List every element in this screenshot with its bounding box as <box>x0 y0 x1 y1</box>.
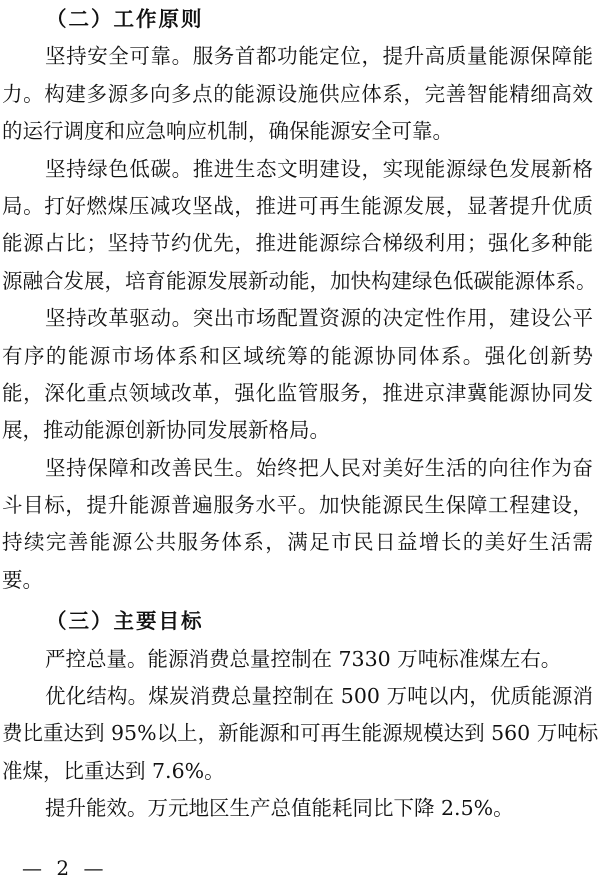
paragraph <box>2 38 593 150</box>
text-line: 的运行调度和应急响应机制，确保能源安全可靠。 <box>2 119 453 144</box>
text-line: 能源占比；坚持节约优先，推进能源综合梯级利用；强化多种能 <box>2 231 593 256</box>
section-heading-principles: （二）工作原则 <box>46 7 204 31</box>
text-line: 持续完善能源公共服务体系，满足市民日益增长的美好生活需 <box>2 530 593 555</box>
paragraph <box>2 641 593 678</box>
page-number: — 2 — <box>22 856 108 880</box>
paragraph <box>2 151 597 301</box>
paragraph <box>2 300 593 450</box>
text-line: 斗目标，提升能源普遍服务水平。加快能源民生保障工程建设， <box>2 493 593 518</box>
text-line: 费比重达到 95%以上，新能源和可再生能源规模达到 560 万吨标 <box>2 721 599 746</box>
text-line: 力。构建多源多向多点的能源设施供应体系，完善智能精细高效 <box>2 81 593 106</box>
text-line: 坚持绿色低碳。推进生态文明建设，实现能源绿色发展新格 <box>45 156 593 181</box>
section-targets <box>2 641 599 828</box>
text-line: 提升能效。万元地区生产总值能耗同比下降 2.5%。 <box>45 796 514 821</box>
text-line: 坚持安全可靠。服务首都功能定位，提升高质量能源保障能 <box>45 44 593 69</box>
paragraph <box>2 790 593 827</box>
paragraph <box>2 450 593 600</box>
paragraph <box>2 678 599 790</box>
text-line: 准煤，比重达到 7.6%。 <box>2 758 225 783</box>
document-page <box>2 1 599 828</box>
text-line: 源融合发展，培育能源发展新动能，加快构建绿色低碳能源体系。 <box>2 268 597 293</box>
section-principles <box>2 38 597 599</box>
text-line: 要。 <box>2 567 43 592</box>
section-heading-targets: （三）主要目标 <box>46 609 204 634</box>
text-line: 能，深化重点领域改革，强化监管服务，推进京津冀能源协同发 <box>2 380 593 405</box>
text-line: 优化结构。煤炭消费总量控制在 500 万吨以内，优质能源消 <box>45 684 593 709</box>
text-line: 展，推动能源创新协同发展新格局。 <box>2 418 330 443</box>
text-line: 局。打好燃煤压减攻坚战，推进可再生能源发展，显著提升优质 <box>2 193 593 218</box>
text-line: 有序的能源市场体系和区域统筹的能源协同体系。强化创新势 <box>2 343 593 368</box>
text-line: 坚持改革驱动。突出市场配置资源的决定性作用，建设公平 <box>45 306 593 331</box>
text-line: 坚持保障和改善民生。始终把人民对美好生活的向往作为奋 <box>45 455 593 480</box>
text-line: 严控总量。能源消费总量控制在 7330 万吨标准煤左右。 <box>45 646 562 671</box>
